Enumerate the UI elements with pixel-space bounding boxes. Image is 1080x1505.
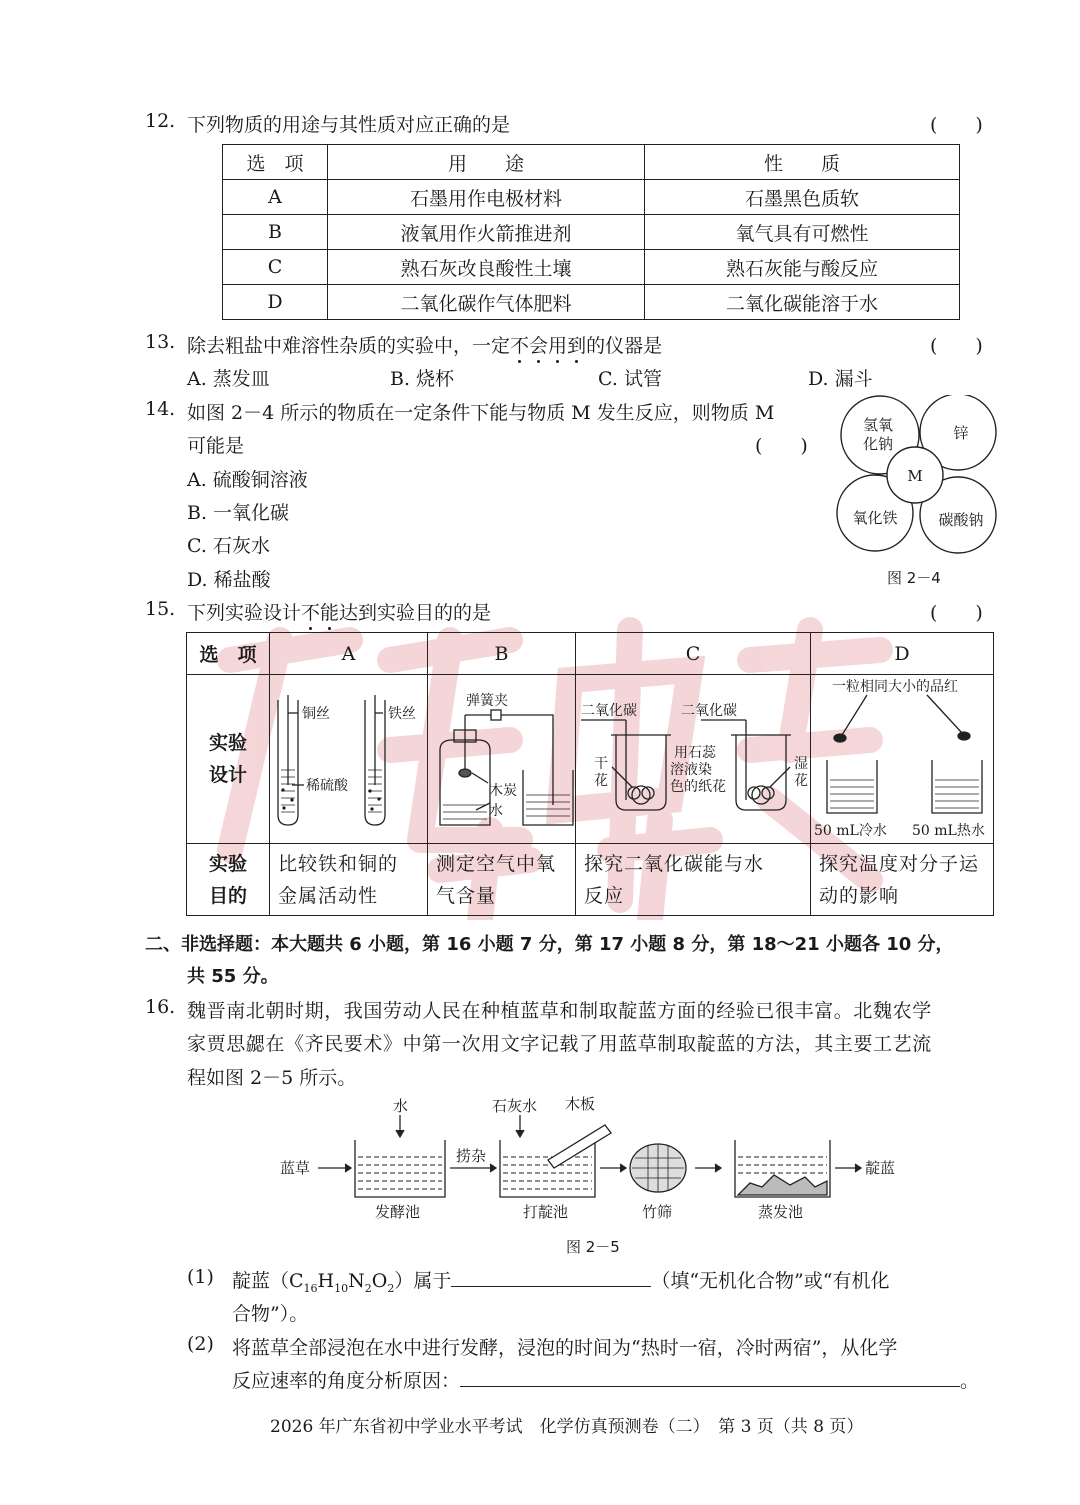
q16-sub2-end: 。 (960, 1370, 980, 1392)
q13-emphasis: 不 (510, 335, 530, 357)
figure-2-4 (830, 395, 1000, 555)
label-cold-water: 50 mL冷水 (814, 823, 887, 839)
q12-header-property: 性 质 (645, 145, 960, 180)
flow-label-output: 靛蓝 (865, 1159, 896, 1177)
q16-number: 16. (145, 996, 176, 1018)
q16-sub2-line2 (232, 1366, 979, 1393)
flow-label-step: 捞杂 (456, 1147, 487, 1165)
q15-purpose-b (428, 844, 576, 916)
q15-design-label-1: 实验 (208, 732, 247, 754)
flow-label-sieve: 竹筛 (642, 1203, 673, 1221)
q12-property: 氧气具有可燃性 (645, 215, 960, 250)
q13-emphasis: 会 (529, 335, 549, 357)
label-water: 水 (489, 803, 503, 819)
q12-option: A (223, 180, 328, 215)
q15-purpose-label-2: 目的 (208, 884, 247, 907)
figure-2-4-caption: 图 2－4 (887, 569, 941, 587)
q13-emphasis: 用 (548, 335, 568, 357)
figure-2-5 (280, 1095, 900, 1225)
purpose-line: 金属活动性 (278, 884, 379, 907)
q12-table (222, 144, 960, 320)
q16-sub2-answer-blank[interactable] (460, 1366, 960, 1387)
q14-option-d: D. 稀盐酸 (187, 569, 271, 591)
q15-header-col: B (428, 633, 576, 675)
flow-label-tank1: 发酵池 (375, 1203, 421, 1221)
q16-sub1-answer-blank[interactable] (451, 1266, 651, 1287)
formula-subscript: 2 (364, 1281, 372, 1295)
q15-fig-b (428, 675, 575, 843)
q16-sub2-number: (2) (187, 1333, 214, 1355)
q12-property: 石墨黑色质软 (645, 180, 960, 215)
q14-answer-paren: ( ) (755, 435, 808, 457)
table-row (187, 675, 994, 844)
formula-element: O (371, 1270, 388, 1292)
flow-label-board: 木板 (565, 1095, 596, 1113)
q12-use: 二氧化碳作气体肥料 (328, 285, 645, 320)
q15-answer-paren: ( ) (930, 602, 983, 624)
q13-number: 13. (145, 331, 176, 353)
q15-table (186, 632, 994, 916)
q12-option: B (223, 215, 328, 250)
q15-fig-c-cell (576, 675, 811, 844)
q16-para-line2: 家贾思勰在《齐民要术》中第一次用文字记载了用蓝草制取靛蓝的方法，其主要工艺流 (187, 1033, 932, 1055)
q15-fig-d-cell (811, 675, 994, 844)
q15-purpose-label (187, 844, 270, 916)
label-hot-water: 50 mL热水 (912, 823, 985, 839)
label-acid: 稀硫酸 (306, 778, 348, 794)
label-dry: 干 (594, 756, 608, 772)
q15-stem-pre: 下列实验设计 (187, 602, 302, 624)
label-dye: 一粒相同大小的品红 (832, 679, 958, 695)
q15-purpose-d (811, 844, 994, 916)
petal-label: 化钠 (862, 435, 894, 453)
q15-fig-d (812, 675, 992, 843)
q16-sub1-line2: 合物”）。 (232, 1303, 309, 1325)
q16-para-line1: 魏晋南北朝时期，我国劳动人民在种植蓝草和制取靛蓝方面的经验已很丰富。北魏农学 (187, 1000, 932, 1022)
q15-purpose-a (270, 844, 428, 916)
label-charcoal: 木炭 (489, 783, 517, 799)
q15-header-option: 选 项 (187, 633, 270, 675)
q16-sub1-pre: 靛蓝（C (232, 1270, 304, 1292)
q12-header-use: 用 途 (328, 145, 645, 180)
q16-sub2-line1: 将蓝草全部浸泡在水中进行发酵，浸泡的时间为“热时一宿，冷时两宿”，从化学 (232, 1337, 898, 1359)
q13-option-b: B. 烧杯 (390, 368, 455, 390)
q15-header-col: A (270, 633, 428, 675)
petal-label: 氢氧 (862, 416, 894, 434)
q14-number: 14. (145, 398, 176, 420)
center-label: M (907, 467, 923, 485)
formula-subscript: 10 (334, 1281, 349, 1295)
q15-emphasis: 能 (320, 602, 340, 624)
q15-design-label (187, 675, 270, 844)
label-wet: 湿 (794, 756, 808, 772)
q13-option-d: D. 漏斗 (808, 368, 873, 390)
petal-label: 碳酸钠 (938, 511, 984, 529)
q13-emphasis: 到 (567, 335, 587, 357)
table-row (223, 285, 960, 320)
petal-label: 锌 (953, 424, 969, 442)
q12-option: D (223, 285, 328, 320)
purpose-line: 比较铁和铜的 (278, 852, 399, 875)
q15-header-col: C (576, 633, 811, 675)
label-paper: 溶液染 (670, 762, 712, 778)
formula-element: H (317, 1270, 335, 1292)
petal-label: 氧化铁 (852, 509, 898, 527)
label-co2: 二氧化碳 (581, 703, 637, 719)
table-row (223, 250, 960, 285)
figure-2-5-caption: 图 2－5 (566, 1238, 620, 1256)
formula-element: N (348, 1270, 365, 1292)
flow-label-tank3: 蒸发池 (758, 1203, 804, 1221)
q13-option-a: A. 蒸发皿 (187, 368, 270, 390)
purpose-line: 测定空气中氧 (436, 852, 557, 875)
q12-stem: 下列物质的用途与其性质对应正确的是 (187, 114, 511, 136)
q14-option-b: B. 一氧化碳 (187, 502, 290, 524)
flow-label-input: 蓝草 (280, 1159, 311, 1177)
flow-label-tank2: 打靛池 (523, 1203, 569, 1221)
q15-purpose-label-1: 实验 (208, 852, 247, 875)
formula-subscript: 16 (303, 1281, 318, 1295)
q15-fig-a-cell (270, 675, 428, 844)
label-iron: 铁丝 (388, 706, 416, 722)
label-dry: 花 (594, 773, 608, 789)
q16-para-line3: 程如图 2－5 所示。 (187, 1067, 357, 1089)
q14-option-c: C. 石灰水 (187, 535, 270, 557)
q15-fig-a (270, 675, 427, 843)
flow-label-water: 水 (393, 1097, 409, 1115)
q15-stem-post: 达到实验目的的是 (339, 602, 492, 624)
q16-sub1-post: （填“无机化合物”或“有机化 (651, 1270, 890, 1292)
section-2-heading-line2: 共 55 分。 (187, 966, 279, 987)
formula-subscript: 2 (387, 1281, 395, 1295)
table-row (187, 844, 994, 916)
q16-sub1-close: ）属于 (394, 1270, 452, 1292)
label-paper: 用石蕊 (674, 745, 716, 761)
label-co2: 二氧化碳 (681, 703, 737, 719)
q12-property: 二氧化碳能溶于水 (645, 285, 960, 320)
q15-design-label-2: 设计 (208, 764, 247, 786)
page-footer: 2026 年广东省初中学业水平考试 化学仿真预测卷（二） 第 3 页（共 8 页） (270, 1417, 864, 1437)
q16-sub1-text (232, 1266, 890, 1295)
q12-option: C (223, 250, 328, 285)
label-clamp: 弹簧夹 (466, 693, 508, 709)
q13-stem (187, 331, 662, 358)
q14-stem-line2: 可能是 (187, 435, 245, 457)
q12-answer-paren: ( ) (930, 114, 983, 136)
purpose-line: 气含量 (436, 884, 497, 907)
q12-header-option: 选 项 (223, 145, 328, 180)
q15-number: 15. (145, 598, 176, 620)
q13-answer-paren: ( ) (930, 335, 983, 357)
q13-stem-post: 的仪器是 (586, 335, 663, 357)
q15-fig-c (576, 675, 810, 843)
q13-option-c: C. 试管 (598, 368, 662, 390)
q14-stem-line1: 如图 2－4 所示的物质在一定条件下能与物质 M 发生反应，则物质 M (187, 402, 775, 424)
label-copper: 铜丝 (302, 706, 330, 722)
flow-label-lime: 石灰水 (492, 1097, 538, 1115)
q12-use: 熟石灰改良酸性土壤 (328, 250, 645, 285)
table-row (223, 215, 960, 250)
q15-fig-b-cell (428, 675, 576, 844)
label-paper: 色的纸花 (670, 779, 726, 795)
section-2-heading-line1: 二、非选择题：本大题共 6 小题，第 16 小题 7 分，第 17 小题 8 分，第 18～21 小题各 10 分， (145, 934, 954, 955)
q13-stem-pre: 除去粗盐中难溶性杂质的实验中，一定 (187, 335, 511, 357)
q16-sub2-line2-text: 反应速率的角度分析原因： (232, 1370, 461, 1392)
q16-sub1-number: (1) (187, 1266, 214, 1288)
table-row (223, 180, 960, 215)
purpose-line: 反应 (584, 884, 625, 907)
q15-stem (187, 598, 491, 625)
purpose-line: 动的影响 (819, 884, 900, 907)
q12-use: 石墨用作电极材料 (328, 180, 645, 215)
purpose-line: 探究二氧化碳能与水 (584, 852, 765, 875)
q15-header-col: D (811, 633, 994, 675)
purpose-line: 探究温度对分子运 (819, 852, 980, 875)
q12-number: 12. (145, 110, 176, 132)
q12-use: 液氧用作火箭推进剂 (328, 215, 645, 250)
label-wet: 花 (794, 773, 808, 789)
q14-option-a: A. 硫酸铜溶液 (187, 469, 308, 491)
q15-purpose-c (576, 844, 811, 916)
q12-property: 熟石灰能与酸反应 (645, 250, 960, 285)
q15-emphasis: 不 (301, 602, 321, 624)
